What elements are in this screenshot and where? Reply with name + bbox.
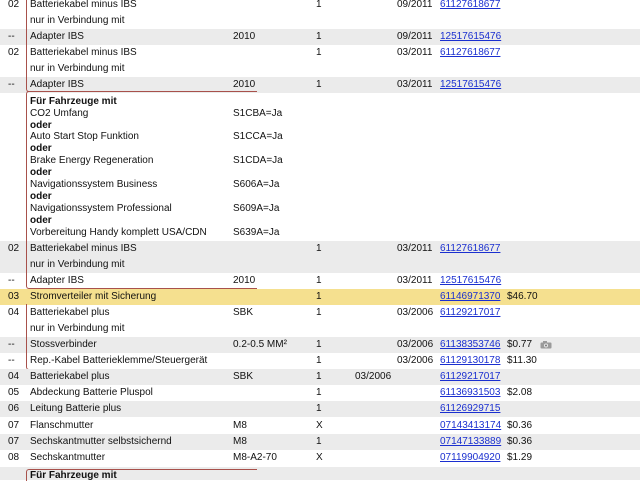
price: $46.70 [507, 291, 538, 302]
part-note: nur in Verbindung mit [30, 259, 125, 270]
part-description: Sechskantmutter selbstsichernd [30, 436, 172, 447]
part-description: Leitung Batterie plus [30, 403, 122, 414]
table-row [0, 401, 640, 417]
part-note: nur in Verbindung mit [30, 323, 125, 334]
date-to: 03/2006 [397, 339, 434, 350]
condition-separator: oder [30, 191, 52, 202]
part-number-link[interactable]: 07143413174 [440, 420, 502, 431]
quantity: 1 [316, 47, 322, 58]
condition-header: Für Fahrzeuge mit [30, 470, 117, 481]
quantity: 1 [316, 436, 322, 447]
supplement: M8 [233, 436, 247, 447]
supplement: 0.2-0.5 MM² [233, 339, 287, 350]
part-description: Rep.-Kabel Batterieklemme/Steuergerät [30, 355, 208, 366]
quantity: X [316, 452, 323, 463]
part-number-link[interactable]: 61127618677 [440, 243, 501, 254]
condition-option: Vorbereitung Handy komplett USA/CDN [30, 227, 207, 238]
supplement: 2010 [233, 31, 256, 42]
table-row [0, 61, 640, 77]
date-from: 03/2006 [355, 371, 392, 382]
quantity: 1 [316, 371, 322, 382]
supplement: SBK [233, 371, 254, 382]
part-number-link[interactable]: 12517615476 [440, 275, 502, 286]
quantity: 1 [316, 355, 322, 366]
table-row [0, 418, 640, 434]
condition-code: S609A=Ja [233, 203, 280, 214]
quantity: 1 [316, 243, 322, 254]
date-to: 03/2006 [397, 307, 434, 318]
quantity: 1 [316, 0, 322, 10]
price: $11.30 [507, 355, 537, 366]
table-row [0, 77, 640, 93]
condition-code: S1CBA=Ja [233, 108, 283, 119]
part-description: Batteriekabel plus [30, 371, 110, 382]
position-number: 05 [8, 387, 20, 398]
part-number-link[interactable]: 61127618677 [440, 0, 501, 10]
date-to: 03/2011 [397, 79, 433, 90]
position-number: -- [8, 275, 15, 286]
condition-code: S1CCA=Ja [233, 131, 283, 142]
table-row [0, 321, 640, 337]
quantity: 1 [316, 339, 322, 350]
table-row [0, 434, 640, 450]
part-note: nur in Verbindung mit [30, 63, 125, 74]
part-description: Batteriekabel plus [30, 307, 110, 318]
table-row [0, 305, 640, 321]
date-to: 03/2011 [397, 47, 433, 58]
price: $1.29 [507, 452, 533, 463]
part-number-link[interactable]: 61129130178 [440, 355, 501, 366]
part-note: nur in Verbindung mit [30, 15, 125, 26]
position-number: -- [8, 79, 15, 90]
part-number-link[interactable]: 07147133889 [440, 436, 502, 447]
table-row [0, 241, 640, 257]
table-row [0, 13, 640, 29]
date-to: 09/2011 [397, 0, 433, 10]
table-row [0, 257, 640, 273]
vehicle-condition-header-row [0, 467, 640, 480]
part-description: Batteriekabel minus IBS [30, 0, 137, 10]
part-description: Stossverbinder [30, 339, 97, 350]
date-to: 09/2011 [397, 31, 433, 42]
condition-code: S639A=Ja [233, 227, 280, 238]
position-number: 07 [8, 436, 20, 447]
table-row [0, 385, 640, 401]
table-row [0, 29, 640, 45]
table-row [0, 45, 640, 61]
quantity: 1 [316, 291, 322, 302]
quantity: X [316, 420, 323, 431]
part-number-link[interactable]: 12517615476 [440, 31, 502, 42]
camera-icon[interactable] [540, 341, 552, 349]
part-description: Adapter IBS [30, 31, 84, 42]
supplement: M8-A2-70 [233, 452, 277, 463]
position-number: -- [8, 355, 15, 366]
condition-option: CO2 Umfang [30, 108, 89, 119]
quantity: 1 [316, 79, 322, 90]
table-row [0, 450, 640, 466]
quantity: 1 [316, 387, 322, 398]
table-row-highlighted [0, 289, 640, 305]
part-description: Flanschmutter [30, 420, 94, 431]
price: $2.08 [507, 387, 533, 398]
condition-option: Brake Energy Regeneration [30, 155, 154, 166]
quantity: 1 [316, 275, 322, 286]
position-number: 03 [8, 291, 20, 302]
part-description: Batteriekabel minus IBS [30, 243, 137, 254]
position-number: -- [8, 339, 15, 350]
supplement: SBK [233, 307, 254, 318]
supplement: 2010 [233, 79, 256, 90]
position-number: 06 [8, 403, 20, 414]
table-row [0, 353, 640, 369]
table-row [0, 273, 640, 289]
position-number: 07 [8, 420, 20, 431]
position-number: 02 [8, 243, 20, 254]
condition-separator: oder [30, 167, 52, 178]
part-number-link[interactable]: 61136931503 [440, 387, 501, 398]
condition-option: Auto Start Stop Funktion [30, 131, 139, 142]
table-row [0, 369, 640, 385]
quantity: 1 [316, 403, 322, 414]
quantity: 1 [316, 307, 322, 318]
part-description: Abdeckung Batterie Pluspol [30, 387, 153, 398]
position-number: 04 [8, 307, 20, 318]
supplement: 2010 [233, 275, 256, 286]
part-number-link[interactable]: 12517615476 [440, 79, 502, 90]
supplement: M8 [233, 420, 247, 431]
part-number-link[interactable]: 61146971370 [440, 291, 501, 302]
date-to: 03/2011 [397, 275, 433, 286]
condition-header: Für Fahrzeuge mit [30, 96, 117, 107]
part-description: Sechskantmutter [30, 452, 106, 463]
price: $0.36 [507, 420, 533, 431]
part-number-link[interactable]: 61138353746 [440, 339, 501, 350]
position-number: 02 [8, 47, 20, 58]
price: $0.77 [507, 339, 533, 350]
condition-option: Navigationssystem Business [30, 179, 158, 190]
price: $0.36 [507, 436, 533, 447]
part-description: Stromverteiler mit Sicherung [30, 291, 157, 302]
condition-separator: oder [30, 120, 52, 131]
part-description: Batteriekabel minus IBS [30, 47, 137, 58]
table-row [0, 337, 640, 353]
part-description: Adapter IBS [30, 79, 84, 90]
position-number: 04 [8, 371, 20, 382]
condition-separator: oder [30, 143, 52, 154]
condition-code: S1CDA=Ja [233, 155, 283, 166]
quantity: 1 [316, 31, 322, 42]
position-number: -- [8, 31, 15, 42]
table-row [0, 0, 640, 13]
condition-code: S606A=Ja [233, 179, 280, 190]
position-number: 02 [8, 0, 20, 10]
condition-option: Navigationssystem Professional [30, 203, 172, 214]
part-number-link[interactable]: 61129217017 [440, 371, 501, 382]
vehicle-condition-block [0, 94, 640, 242]
part-number-link[interactable]: 07119904920 [440, 452, 501, 463]
part-number-link[interactable]: 61127618677 [440, 47, 501, 58]
part-number-link[interactable]: 61129217017 [440, 307, 501, 318]
position-number: 08 [8, 452, 20, 463]
condition-separator: oder [30, 215, 52, 226]
date-to: 03/2006 [397, 355, 434, 366]
part-description: Adapter IBS [30, 275, 84, 286]
part-number-link[interactable]: 61126929715 [440, 403, 501, 414]
date-to: 03/2011 [397, 243, 433, 254]
